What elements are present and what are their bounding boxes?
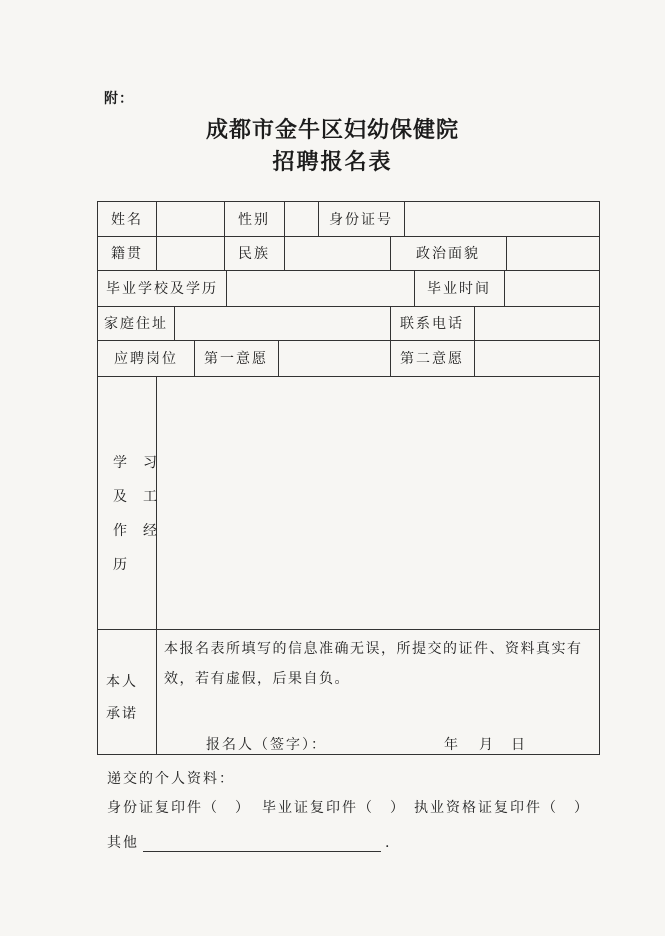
second-choice-label: 第二意愿	[400, 351, 464, 367]
graduation-time-field[interactable]	[505, 270, 599, 306]
political-status-label: 政治面貌	[416, 246, 480, 262]
home-address-field[interactable]	[175, 306, 390, 340]
school-education-field[interactable]	[227, 270, 414, 306]
native-place-field[interactable]	[157, 236, 224, 270]
gender-label: 性别	[238, 212, 270, 228]
gender-field[interactable]	[285, 202, 318, 236]
row-divider	[98, 629, 599, 630]
other-materials	[107, 832, 391, 852]
date-year: 年	[444, 737, 460, 753]
other-end-mark: .	[385, 835, 392, 851]
date-day: 日	[511, 737, 527, 753]
name-field[interactable]	[157, 202, 224, 236]
graduation-time-label: 毕业时间	[427, 281, 491, 297]
name-label: 姓名	[111, 212, 143, 228]
form-title: 招聘报名表	[272, 149, 393, 175]
date-month: 月	[479, 737, 495, 753]
ethnicity-field[interactable]	[285, 236, 390, 270]
pledge-text: 本报名表所填写的信息准确无误，所提交的证件、资料真实有效，若有虚假，后果自负。	[164, 641, 583, 687]
study-work-history-label: 学 习 及 工 作 经 历	[113, 455, 159, 573]
phone-label: 联系电话	[400, 316, 464, 332]
pledge-label: 本人 承诺	[106, 674, 138, 722]
political-status-field[interactable]	[507, 236, 599, 270]
license-copy-checkbox[interactable]: 执业资格证复印件（ ）	[414, 800, 590, 816]
ethnicity-label: 民族	[238, 246, 270, 262]
id-number-field[interactable]	[405, 202, 599, 236]
position-label: 应聘岗位	[114, 351, 178, 367]
attachment-label: 附：	[104, 91, 134, 107]
home-address-label: 家庭住址	[104, 316, 168, 332]
materials-label: 递交的个人资料：	[107, 771, 235, 787]
diploma-copy-checkbox[interactable]: 毕业证复印件（ ）	[262, 800, 406, 816]
other-label: 其他	[107, 835, 139, 851]
form-title-institution: 成都市金牛区妇幼保健院	[205, 117, 459, 143]
registration-form-table	[97, 201, 600, 755]
id-number-label: 身份证号	[329, 212, 393, 228]
phone-field[interactable]	[475, 306, 599, 340]
first-choice-field[interactable]	[279, 340, 390, 376]
signature-label: 报名人（签字）：	[206, 737, 327, 753]
school-education-label: 毕业学校及学历	[106, 281, 218, 297]
native-place-label: 籍贯	[111, 246, 143, 262]
other-field[interactable]	[143, 837, 381, 852]
signature-field[interactable]	[320, 730, 430, 752]
first-choice-label: 第一意愿	[204, 351, 268, 367]
id-copy-checkbox[interactable]: 身份证复印件（ ）	[107, 800, 251, 816]
study-work-history-field[interactable]	[157, 377, 599, 629]
second-choice-field[interactable]	[475, 340, 599, 376]
